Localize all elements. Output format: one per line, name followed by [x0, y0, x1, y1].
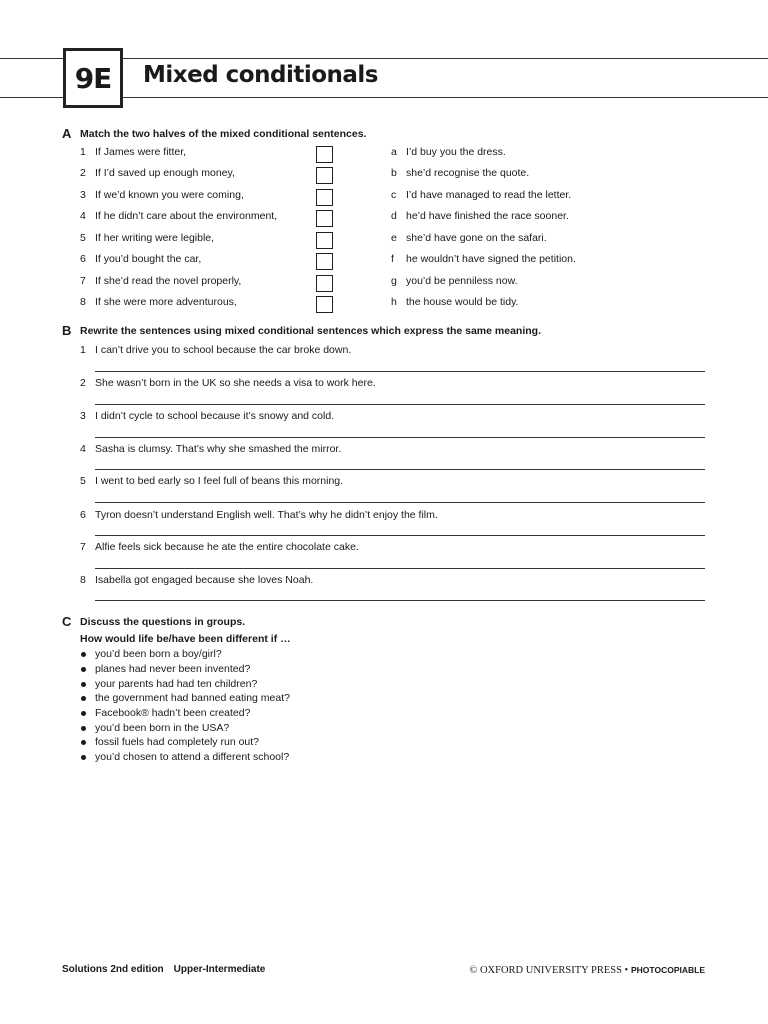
section-b-letter: B — [62, 323, 72, 338]
answer-line[interactable] — [95, 535, 705, 536]
footer-publisher-info — [469, 965, 705, 976]
rewrite-item-number: 1 — [80, 344, 86, 356]
rewrite-item-number: 4 — [80, 443, 86, 455]
option-letter: a — [391, 146, 397, 158]
bullet-icon — [81, 652, 86, 657]
footer-publisher: © OXFORD UNIVERSITY PRESS • — [469, 965, 629, 976]
discussion-question: you’d been born a boy/girl? — [95, 648, 222, 660]
option-text: I’d buy you the dress. — [406, 146, 506, 158]
answer-box[interactable] — [316, 232, 333, 249]
answer-line[interactable] — [95, 568, 705, 569]
rewrite-item-text: Tyron doesn’t understand English well. That’s why he didn’t enjoy the film. — [95, 509, 438, 521]
option-letter: c — [391, 189, 397, 201]
rewrite-item-text: I can’t drive you to school because the car broke down. — [95, 344, 352, 356]
match-item-text: If she’d read the novel properly, — [95, 275, 242, 287]
section-c-prompt: How would life be/have been different if … — [80, 633, 291, 645]
answer-box[interactable] — [316, 275, 333, 292]
section-c-instruction: Discuss the questions in groups. — [80, 616, 246, 628]
bullet-icon — [81, 667, 86, 672]
answer-box[interactable] — [316, 189, 333, 206]
option-letter: h — [391, 296, 397, 308]
rewrite-item-number: 3 — [80, 410, 86, 422]
bullet-icon — [81, 726, 86, 731]
answer-box[interactable] — [316, 167, 333, 184]
match-item-text: If we’d known you were coming, — [95, 189, 244, 201]
section-a-instruction: Match the two halves of the mixed conditional sentences. — [80, 128, 367, 140]
bullet-icon — [81, 755, 86, 760]
rewrite-item-number: 5 — [80, 475, 86, 487]
option-text: she’d recognise the quote. — [406, 167, 530, 179]
match-item-number: 5 — [80, 232, 86, 244]
option-text: you’d be penniless now. — [406, 275, 518, 287]
discussion-question: fossil fuels had completely run out? — [95, 736, 260, 748]
rewrite-item-text: Alfie feels sick because he ate the entire chocolate cake. — [95, 541, 359, 553]
bullet-icon — [81, 696, 86, 701]
answer-line[interactable] — [95, 502, 705, 503]
bullet-icon — [81, 682, 86, 687]
match-item-number: 6 — [80, 253, 86, 265]
answer-box[interactable] — [316, 146, 333, 163]
rewrite-item-text: Sasha is clumsy. That’s why she smashed the mirror. — [95, 443, 342, 455]
answer-line[interactable] — [95, 469, 705, 470]
discussion-question: Facebook® hadn’t been created? — [95, 707, 251, 719]
match-item-number: 3 — [80, 189, 86, 201]
match-item-text: If she were more adventurous, — [95, 296, 237, 308]
match-item-text: If James were fitter, — [95, 146, 187, 158]
discussion-question: you’d chosen to attend a different school? — [95, 751, 290, 763]
bullet-icon — [81, 711, 86, 716]
option-letter: e — [391, 232, 397, 244]
rewrite-item-number: 7 — [80, 541, 86, 553]
match-item-number: 1 — [80, 146, 86, 158]
rewrite-item-text: I didn’t cycle to school because it’s snowy and cold. — [95, 410, 335, 422]
answer-box[interactable] — [316, 210, 333, 227]
rewrite-item-text: She wasn’t born in the UK so she needs a visa to work here. — [95, 377, 376, 389]
option-letter: d — [391, 210, 397, 222]
page-title: Mixed conditionals — [143, 62, 378, 88]
match-item-number: 4 — [80, 210, 86, 222]
section-a-letter: A — [62, 126, 72, 141]
option-text: the house would be tidy. — [406, 296, 519, 308]
match-item-text: If he didn’t care about the environment, — [95, 210, 278, 222]
option-text: he’d have finished the race sooner. — [406, 210, 569, 222]
answer-line[interactable] — [95, 404, 705, 405]
answer-line[interactable] — [95, 600, 705, 601]
section-b-instruction: Rewrite the sentences using mixed conditional sentences which express the same meaning. — [80, 325, 541, 337]
rewrite-item-number: 2 — [80, 377, 86, 389]
footer-book-info — [62, 964, 265, 975]
match-item-text: If her writing were legible, — [95, 232, 215, 244]
match-item-number: 2 — [80, 167, 86, 179]
footer-book-title: Solutions 2nd edition — [62, 964, 164, 975]
option-letter: g — [391, 275, 397, 287]
match-item-number: 8 — [80, 296, 86, 308]
answer-line[interactable] — [95, 371, 705, 372]
option-text: she’d have gone on the safari. — [406, 232, 547, 244]
footer-level: Upper-Intermediate — [173, 964, 266, 975]
rewrite-item-number: 8 — [80, 574, 86, 586]
discussion-question: you’d been born in the USA? — [95, 722, 230, 734]
option-text: he wouldn’t have signed the petition. — [406, 253, 576, 265]
discussion-question: the government had banned eating meat? — [95, 692, 290, 704]
answer-box[interactable] — [316, 253, 333, 270]
rewrite-item-text: Isabella got engaged because she loves Noah. — [95, 574, 314, 586]
rewrite-item-number: 6 — [80, 509, 86, 521]
option-letter: b — [391, 167, 397, 179]
rewrite-item-text: I went to bed early so I feel full of beans this morning. — [95, 475, 344, 487]
unit-badge: 9E — [63, 48, 123, 108]
section-c-letter: C — [62, 614, 72, 629]
match-item-text: If you’d bought the car, — [95, 253, 202, 265]
discussion-question: your parents had had ten children? — [95, 678, 258, 690]
footer-photocopiable: PHOTOCOPIABLE — [631, 965, 705, 975]
match-item-text: If I’d saved up enough money, — [95, 167, 235, 179]
match-item-number: 7 — [80, 275, 86, 287]
option-text: I’d have managed to read the letter. — [406, 189, 572, 201]
discussion-question: planes had never been invented? — [95, 663, 251, 675]
answer-box[interactable] — [316, 296, 333, 313]
option-letter: f — [391, 253, 394, 265]
bullet-icon — [81, 740, 86, 745]
answer-line[interactable] — [95, 437, 705, 438]
